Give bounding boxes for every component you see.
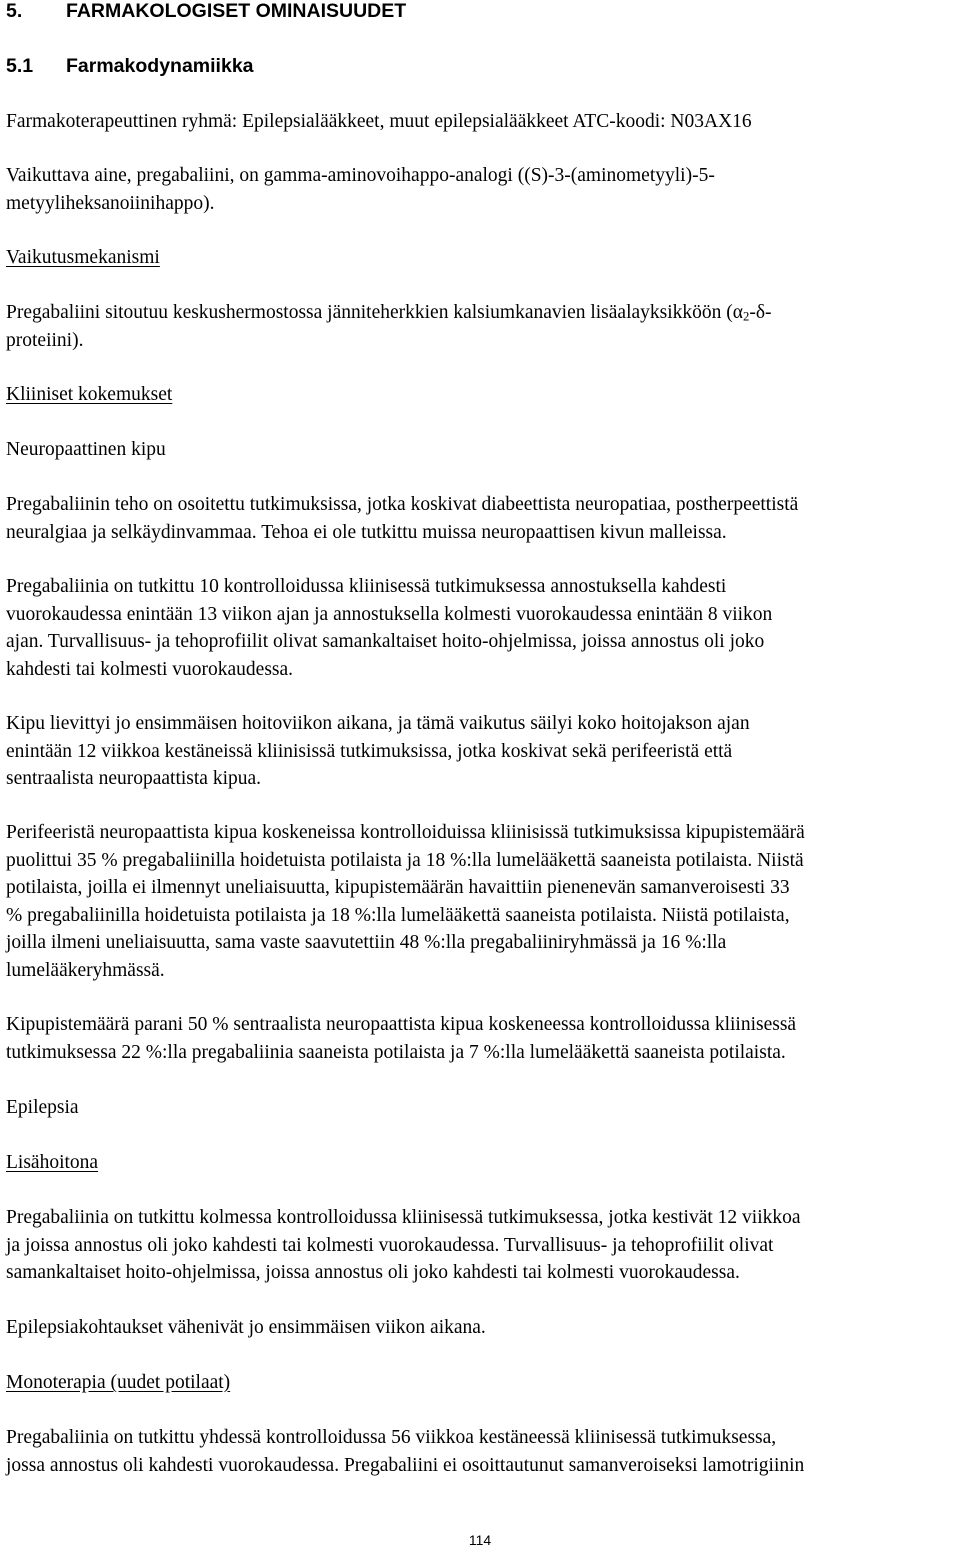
clinical-heading-text: Kliiniset kokemukset	[6, 384, 173, 405]
text-line: proteiini).	[6, 329, 84, 351]
neuropathic-paragraph-2	[6, 573, 956, 683]
page-number: 114	[468, 1532, 492, 1548]
text-line: jossa annostus oli kahdesti vuorokaudessa. Pregabaliini ei osoittautunut samanveroiseksi lamotrigiinin	[6, 1454, 805, 1476]
section-heading	[6, 0, 956, 26]
text-line: vuorokaudessa enintään 13 viikon ajan ja annostuksella kolmesti vuorokaudessa enintään 8 viikon	[6, 603, 773, 625]
mechanism-heading	[6, 244, 956, 272]
text-line: Pregabaliinia on tutkittu yhdessä kontrolloidussa 56 viikkoa kestäneessä kliinisessä tutkimuksessa,	[6, 1427, 777, 1448]
text-line: Pregabaliinia on tutkittu 10 kontrolloidussa kliinisessä tutkimuksessa annostuksella kahdesti	[6, 576, 727, 597]
text-line: samankaltaiset hoito-ohjelmissa, joissa annostus oli joko kahdesti tai kolmesti vuorokaudessa.	[6, 1262, 740, 1283]
text-line: sentraalista neuropaattista kipua.	[6, 768, 262, 789]
text-line: metyyliheksanoiinihappo).	[6, 192, 215, 214]
text-line: joilla ilmeni uneliaisuutta, sama vaste saavutettiin 48 %:lla pregabaliiniryhmässä ja 16 %:lla	[6, 932, 727, 953]
text-line: neuralgiaa ja selkäydinvammaa. Tehoa ei ole tutkittu muissa neuropaattisen kivun malleissa.	[6, 521, 727, 543]
text-line: Kipupistemäärä parani 50 % sentraalista neuropaattista kipua koskeneessa kontrolloidussa kliinisessä	[6, 1014, 797, 1035]
text-line: kahdesti tai kolmesti vuorokaudessa.	[6, 658, 294, 680]
mechanism-text-before: Pregabaliini sitoutuu keskushermostossa jänniteherkkien kalsiumkanavien lisäalayksikköön (α	[6, 302, 743, 323]
monotherapy-heading-text: Monoterapia (uudet potilaat)	[6, 1372, 231, 1393]
text-line	[6, 299, 956, 327]
text-line: Pregabaliinia on tutkittu kolmessa kontrolloidussa kliinisessä tutkimuksessa, jotka kestivät 12 viikkoa	[6, 1207, 801, 1228]
mechanism-paragraph	[6, 299, 956, 354]
text-line: Pregabaliinin teho on osoitettu tutkimuksissa, jotka koskivat diabeettista neuropatiaa, postherpeettistä	[6, 494, 799, 515]
neuropathic-pain-heading: Neuropaattinen kipu	[6, 439, 166, 460]
section-title: FARMAKOLOGISET OMINAISUUDET	[66, 0, 407, 22]
adjunct-heading-text: Lisähoitona	[6, 1152, 99, 1173]
clinical-heading	[6, 381, 956, 409]
text-line: enintään 12 viikkoa kestäneissä kliinisissä tutkimuksissa, jotka koskivat sekä perifeeristä että	[6, 740, 733, 762]
active-substance-paragraph	[6, 162, 956, 217]
epilepsy-paragraph-1	[6, 1204, 956, 1287]
monotherapy-heading	[6, 1369, 956, 1397]
text-line: Perifeeristä neuropaattista kipua koskeneissa kontrolloiduissa kliinisissä tutkimuksissa kipupistemäärä	[6, 822, 805, 843]
text-line: ajan. Turvallisuus- ja tehoprofiilit olivat samankaltaiset hoito-ohjelmissa, joissa annostus oli joko	[6, 631, 765, 652]
mechanism-heading-text: Vaikutusmekanismi	[6, 247, 160, 268]
subsection-title: Farmakodynamiikka	[66, 55, 254, 77]
neuropathic-paragraph-5	[6, 1011, 956, 1066]
epilepsy-heading: Epilepsia	[6, 1097, 79, 1118]
section-number: 5.	[6, 0, 23, 22]
therapeutic-group: Farmakoterapeuttinen ryhmä: Epilepsialääkkeet, muut epilepsialääkkeet ATC-koodi: N03AX16	[6, 111, 752, 132]
mechanism-text-after: -δ-	[749, 302, 772, 323]
epilepsy-paragraph-3	[6, 1424, 956, 1479]
text-line: tutkimuksessa 22 %:lla pregabaliinia saaneista potilaista ja 7 %:lla lumelääkettä saaneista potilaista.	[6, 1041, 786, 1063]
subsection-number: 5.1	[6, 55, 34, 77]
text-line: puolittui 35 % pregabaliinilla hoidetuista potilaista ja 18 %:lla lumelääkettä saaneista potilaista. Niistä	[6, 849, 804, 871]
text-line: ja joissa annostus oli joko kahdesti tai kolmesti vuorokaudessa. Turvallisuus- ja tehoprofiilit olivat	[6, 1234, 774, 1256]
adjunct-heading	[6, 1149, 956, 1177]
neuropathic-paragraph-1	[6, 491, 956, 546]
text-line: Kipu lievittyi jo ensimmäisen hoitoviikon aikana, ja tämä vaikutus säilyi koko hoitojakson ajan	[6, 713, 750, 734]
alpha-subscript: 2	[743, 309, 750, 324]
neuropathic-paragraph-4	[6, 819, 956, 984]
text-line: lumelääkeryhmässä.	[6, 959, 165, 981]
subsection-heading	[6, 53, 956, 81]
text-line: potilaista, joilla ei ilmennyt uneliaisuutta, kipupistemäärän havaittiin pienenevän samanveroisesti 33	[6, 877, 790, 898]
text-line: Vaikuttava aine, pregabaliini, on gamma-aminovoihappo-analogi ((S)-3-(aminometyyli)-5-	[6, 165, 715, 186]
neuropathic-paragraph-3	[6, 710, 956, 793]
text-line: % pregabaliinilla hoidetuista potilaista ja 18 %:lla lumelääkettä saaneista potilaista. Niistä potilaista,	[6, 904, 790, 926]
epilepsy-paragraph-2: Epilepsiakohtaukset vähenivät jo ensimmäisen viikon aikana.	[6, 1317, 486, 1338]
